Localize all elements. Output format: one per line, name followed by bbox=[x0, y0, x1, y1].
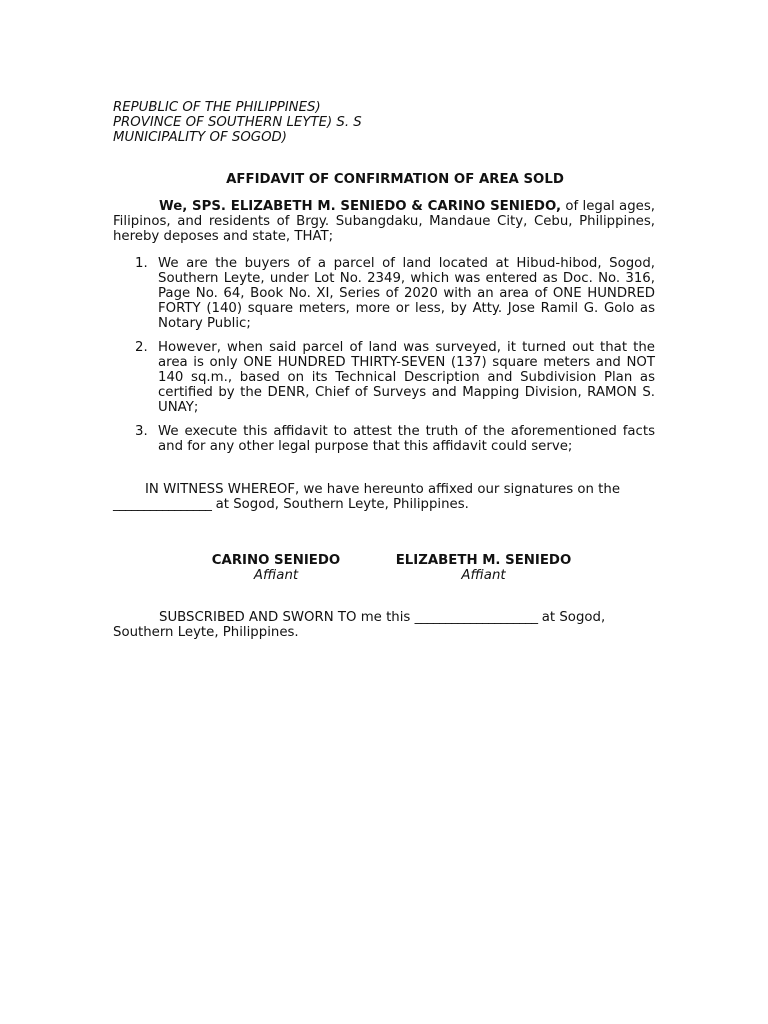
jurat-place: at Sogod, Southern Leyte, Philippines. bbox=[113, 610, 606, 640]
intro-paragraph bbox=[113, 199, 655, 244]
list-item-text: We are the buyers of a parcel of land located at Hibud-hibod, Sogod, Southern Leyte, under Lot No. 2349, which was entered as Doc. No. 316, Page No. 64, Book No. XI, Series of 2020 with an area of ONE HUNDRED FORTY (140) square meters, more or less, by Atty. Jose Ramil G. Golo as Notary Public; bbox=[158, 256, 655, 331]
witness-text: IN WITNESS WHEREOF, we have hereunto affixed our signatures on the bbox=[145, 482, 620, 497]
witness-place: at Sogod, Southern Leyte, Philippines. bbox=[211, 497, 469, 512]
list-item-number: 3. bbox=[135, 424, 148, 439]
signatory-role: Affiant bbox=[253, 568, 299, 583]
jurat-date-blank: ____________________ bbox=[414, 610, 538, 625]
signatory-name: CARINO SENIEDO bbox=[211, 553, 341, 568]
signatory-carino bbox=[203, 553, 349, 583]
signatory-role: Affiant bbox=[461, 568, 506, 583]
signature-block bbox=[0, 553, 768, 593]
jurat-paragraph bbox=[113, 610, 655, 640]
signatory-elizabeth bbox=[383, 553, 584, 583]
witness-paragraph bbox=[113, 482, 655, 512]
caption-line-republic: REPUBLIC OF THE PHILIPPINES) bbox=[113, 100, 321, 115]
caption-line-province: PROVINCE OF SOUTHERN LEYTE) S. S bbox=[113, 115, 362, 130]
jurat-text: SUBSCRIBED AND SWORN TO me this bbox=[159, 610, 415, 625]
list-item-number: 2. bbox=[135, 340, 148, 355]
signatory-name: ELIZABETH M. SENIEDO bbox=[395, 553, 572, 568]
list-item bbox=[113, 256, 655, 331]
list-item-number: 1. bbox=[135, 256, 148, 271]
venue-caption bbox=[113, 100, 655, 145]
list-item-text: However, when said parcel of land was surveyed, it turned out that the area is only ONE HUNDRED THIRTY-SEVEN (137) square meters and NOT 140 sq.m., based on its Technical Description and Subdivision Plan as certified by the DENR, Chief of Surveys and Mapping Division, RAMON S. UNAY; bbox=[158, 340, 655, 415]
caption-line-municipality: MUNICIPALITY OF SOGOD) bbox=[113, 130, 287, 145]
document-title: AFFIDAVIT OF CONFIRMATION OF AREA SOLD bbox=[226, 172, 564, 187]
intro-text: of legal ages, Filipinos, and residents of Brgy. Subangdaku, Mandaue City, Cebu, Philippines, hereby deposes and state, THAT; bbox=[113, 199, 655, 244]
list-item bbox=[113, 340, 655, 415]
list-item-text: We execute this affidavit to attest the truth of the aforementioned facts and for any other legal purpose that this affidavit could serve; bbox=[158, 424, 655, 454]
list-item bbox=[113, 424, 655, 454]
date-blank: ________________ bbox=[113, 497, 212, 512]
affiants-names: We, SPS. ELIZABETH M. SENIEDO & CARINO SENIEDO, bbox=[159, 199, 562, 214]
